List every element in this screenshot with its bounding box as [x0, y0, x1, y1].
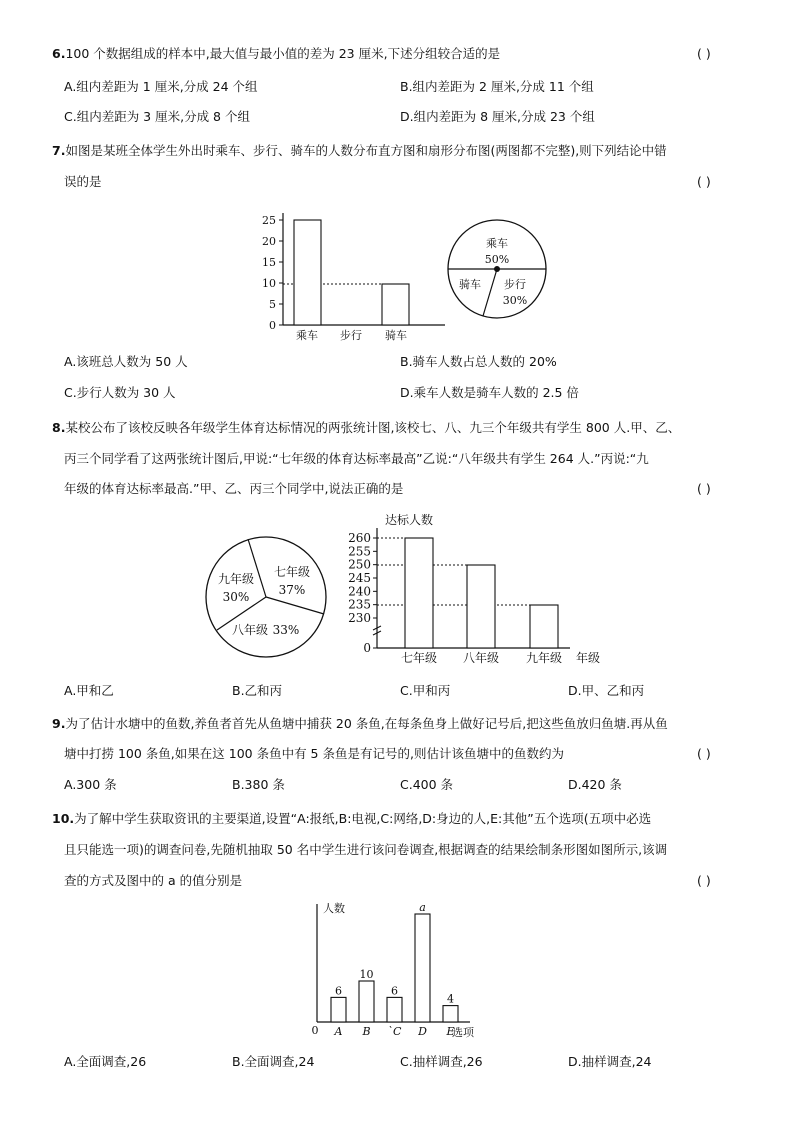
- q10-stem-text1: 为了解中学生获取资讯的主要渠道,设置“A:报纸,B:电视,C:网络,D:身边的人,E:其他”五个选项(五项中必选: [74, 811, 652, 826]
- q7-bar-chengche: [294, 220, 321, 325]
- q7-bar-qiche: [382, 284, 409, 325]
- q6-stem-text: 100 个数据组成的样本中,最大值与最小值的差为 23 厘米,下述分组较合适的是: [65, 46, 501, 61]
- q9-stem-line1: [52, 716, 668, 732]
- q10-bar-2: [387, 997, 402, 1022]
- q10-option-c[interactable]: C.抽样调查,26: [400, 1054, 483, 1069]
- q8-ytick-label: 250: [348, 557, 371, 572]
- q6-option-c[interactable]: C.组内差距为 3 厘米,分成 8 个组: [64, 109, 250, 124]
- q9-stem-line2: 塘中打捞 100 条鱼,如果在这 100 条鱼中有 5 条鱼是有记号的,则估计该鱼塘中的鱼数约为: [64, 746, 564, 761]
- q8-ytick-label: 245: [348, 571, 371, 585]
- q7-pie-chart: [440, 215, 555, 330]
- q8-ytick-label: 240: [348, 584, 371, 599]
- q8-x-axis-title: 年级: [575, 651, 601, 665]
- q9-number: 9.: [52, 716, 66, 731]
- q8-option-d[interactable]: D.甲、乙和丙: [568, 683, 645, 698]
- q8-option-c[interactable]: C.甲和丙: [400, 683, 451, 698]
- q10-stem-line3: 查的方式及图中的 a 的值分别是: [64, 873, 243, 888]
- q10-option-b[interactable]: B.全面调查,24: [232, 1054, 315, 1069]
- q7-pie-label-qiche: 骑车: [459, 278, 481, 291]
- q10-y-axis-title: 人数: [323, 902, 345, 915]
- q8-bar-grade9: [530, 605, 558, 648]
- q7-ytick-label: 15: [262, 256, 276, 269]
- q8-stem-line2: 丙三个同学看了这两张统计图后,甲说:“七年级的体育达标率最高”乙说:“八年级共有学生 264 人.”丙说:“九: [64, 451, 649, 466]
- q8-pie-chart: [200, 530, 335, 665]
- q10-xlabel: A: [334, 1025, 343, 1038]
- q10-bar-chart: [305, 898, 505, 1043]
- q10-x-axis-title: 选项: [452, 1026, 474, 1039]
- q7-option-c[interactable]: C.步行人数为 30 人: [64, 385, 176, 400]
- q7-ytick-label: 0: [269, 319, 276, 332]
- q10-bar-3: [415, 914, 430, 1022]
- q10-origin-label: 0: [311, 1024, 319, 1037]
- q9-option-a[interactable]: A.300 条: [64, 777, 117, 792]
- q7-option-d[interactable]: D.乘车人数是骑车人数的 2.5 倍: [400, 385, 579, 400]
- q8-xlabel-grade8: 八年级: [462, 651, 500, 665]
- q8-option-b[interactable]: B.乙和丙: [232, 683, 283, 698]
- q10-bar-value-label: a: [419, 901, 426, 914]
- q6-answer-paren[interactable]: ( ): [697, 46, 711, 61]
- q8-pie-label-qi: 七年级: [273, 565, 311, 579]
- q8-number: 8.: [52, 420, 66, 435]
- q10-bar-4: [443, 1006, 458, 1022]
- q10-number: 10.: [52, 811, 75, 826]
- q8-pie-label-ba: 八年级: [231, 623, 269, 637]
- q8-pie-value-qi: 37%: [278, 583, 306, 597]
- q10-bar-0: [331, 997, 346, 1022]
- q7-ytick-label: 5: [269, 298, 276, 311]
- q8-stem-text1: 某校公布了该校反映各年级学生体育达标情况的两张统计图,该校七、八、九三个年级共有学生 800 人.甲、乙、: [65, 420, 681, 435]
- q6-number: 6.: [52, 46, 66, 61]
- q7-ytick-label: 20: [262, 235, 276, 248]
- q8-pie-value-jiu: 30%: [222, 590, 250, 604]
- q7-pie-label-buxing: 步行: [504, 278, 526, 291]
- q8-ytick-label: 230: [348, 611, 371, 625]
- q7-pie-center: [494, 266, 500, 272]
- q7-pie-label-chengche: 乘车: [486, 237, 508, 250]
- q7-stem-text1: 如图是某班全体学生外出时乘车、步行、骑车的人数分布直方图和扇形分布图(两图都不完整),则下列结论中错: [65, 143, 667, 158]
- q8-ytick-label: 260: [348, 531, 371, 545]
- q6-option-d[interactable]: D.组内差距为 8 厘米,分成 23 个组: [400, 109, 595, 124]
- q7-number: 7.: [52, 143, 66, 158]
- q10-stem-line2: 且只能选一项)的调查问卷,先随机抽取 50 名中学生进行该问卷调查,根据调查的结果绘制条形图如图所示,该调: [64, 842, 668, 857]
- q6-stem: [52, 46, 500, 62]
- q7-option-b[interactable]: B.骑车人数占总人数的 20%: [400, 354, 557, 369]
- q7-xlabel-chengche: 乘车: [296, 329, 318, 342]
- q7-answer-paren[interactable]: ( ): [697, 174, 711, 189]
- q8-bar-grade7: [405, 538, 433, 648]
- q10-bar-value-label: 10: [359, 968, 374, 981]
- q8-xlabel-grade9: 九年级: [525, 651, 563, 665]
- q7-option-a[interactable]: A.该班总人数为 50 人: [64, 354, 188, 369]
- q8-y-axis-title: 达标人数: [385, 513, 434, 527]
- q7-xlabel-qiche: 骑车: [385, 329, 407, 342]
- q10-bar-value-label: 6: [391, 984, 398, 998]
- q7-xlabel-buxing: 步行: [340, 329, 362, 342]
- q6-option-a[interactable]: A.组内差距为 1 厘米,分成 24 个组: [64, 79, 258, 94]
- q8-bar-chart: [345, 508, 615, 670]
- q10-stem-line1: [52, 811, 651, 827]
- q10-bar-1: [359, 981, 374, 1022]
- q7-bar-chart: [250, 205, 450, 345]
- q10-xlabel: D: [418, 1025, 427, 1038]
- q10-bar-value-label: 6: [335, 984, 342, 998]
- q7-ytick-label: 25: [262, 214, 276, 227]
- q8-bar-grade8: [467, 565, 495, 648]
- q9-answer-paren[interactable]: ( ): [697, 746, 711, 761]
- q10-answer-paren[interactable]: ( ): [697, 873, 711, 888]
- q9-option-d[interactable]: D.420 条: [568, 777, 622, 792]
- q8-pie-label-jiu: 九年级: [217, 572, 255, 586]
- q7-ytick-label: 10: [262, 277, 276, 290]
- q7-stem-line2: 误的是: [64, 174, 102, 189]
- q10-xlabel: `C: [387, 1025, 402, 1038]
- q8-option-a[interactable]: A.甲和乙: [64, 683, 114, 698]
- q8-ytick-label: 0: [363, 641, 371, 655]
- q7-pie-value-chengche: 50%: [484, 253, 510, 266]
- q8-stem-line1: [52, 420, 680, 436]
- q8-pie-value-ba: 33%: [272, 623, 300, 637]
- q10-xlabel: E: [446, 1025, 455, 1038]
- q10-option-d[interactable]: D.抽样调查,24: [568, 1054, 652, 1069]
- q8-xlabel-grade7: 七年级: [400, 651, 438, 665]
- q6-option-b[interactable]: B.组内差距为 2 厘米,分成 11 个组: [400, 79, 594, 94]
- q7-pie-value-buxing: 30%: [502, 294, 528, 307]
- q8-ytick-label: 235: [348, 597, 371, 612]
- q9-option-c[interactable]: C.400 条: [400, 777, 454, 792]
- q10-bar-value-label: 4: [447, 992, 454, 1006]
- q8-stem-line3: 年级的体育达标率最高.”甲、乙、丙三个同学中,说法正确的是: [64, 481, 404, 496]
- q10-xlabel: B: [362, 1025, 371, 1038]
- q9-option-b[interactable]: B.380 条: [232, 777, 285, 792]
- q7-stem-line1: [52, 143, 667, 159]
- q8-answer-paren[interactable]: ( ): [697, 481, 711, 496]
- q9-stem-text1: 为了估计水塘中的鱼数,养鱼者首先从鱼塘中捕获 20 条鱼,在每条鱼身上做好记号后,把这些鱼放归鱼塘.再从鱼: [65, 716, 668, 731]
- q10-option-a[interactable]: A.全面调查,26: [64, 1054, 147, 1069]
- q8-ytick-label: 255: [348, 544, 371, 559]
